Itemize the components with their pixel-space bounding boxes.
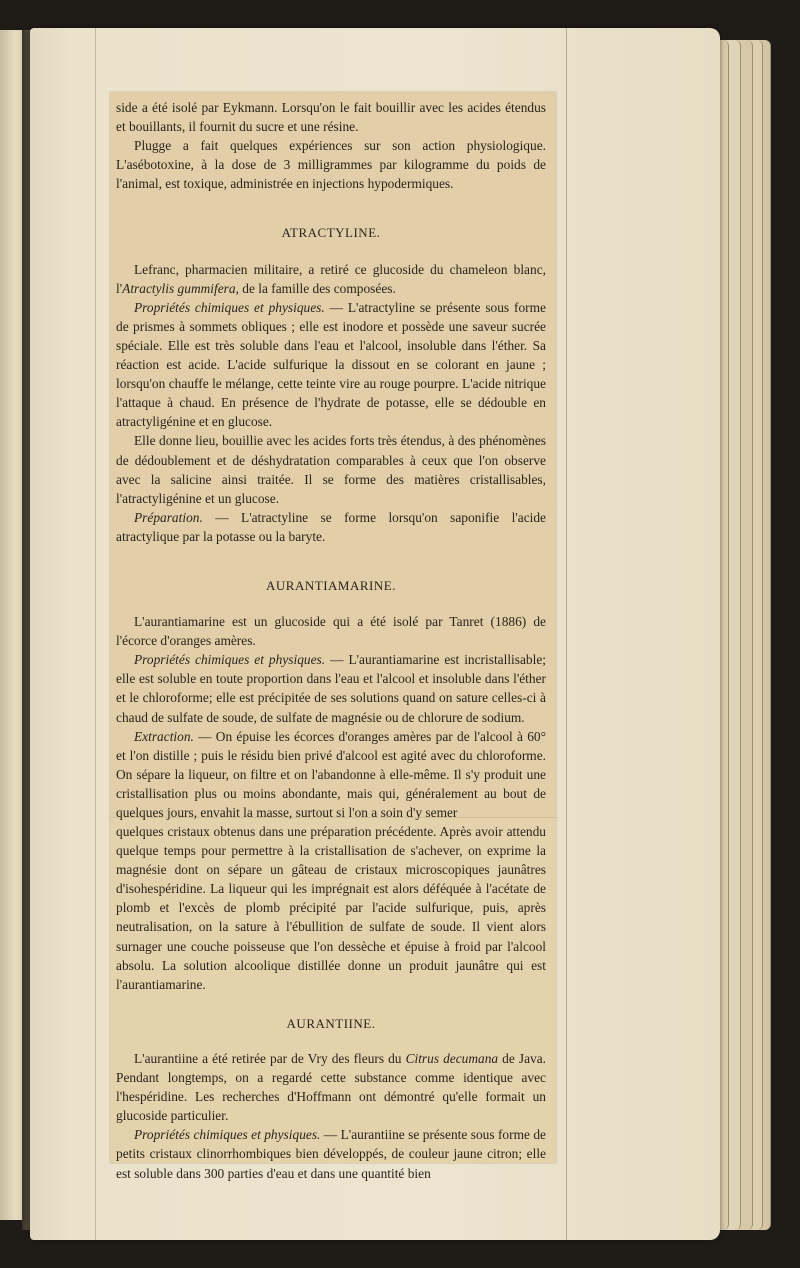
paragraph: Plugge a fait quelques expériences sur son action physiologique. L'asébotoxine, à la dose de 3 milligrammes par kilogramme du poids de l'animal, est toxique, administrée en injections hypodermiques. (116, 138, 546, 192)
paragraph: quelques cristaux obtenus dans une préparation précédente. Après avoir attendu quelque temps pour permettre à la cristallisation de s'achever, on exprime la magnésie dont on sépare un gâteau de cristaux microscopiques jaunâtres d'isohespéridine. La liqueur qui les imprégnait est alors déféquée à l'acétate de plomb et l'excès de plomb précipité par l'acide sulfurique, puis, après neutralisation, on la sature à l'ébullition de sulfate de soude. Il vient alors surnager une couche poisseuse que l'on dessèche et épuise à froid par l'alcool absolu. La solution alcoolique distillée donne un produit jaunâtre qui est l'aurantiamarine. (116, 824, 546, 992)
page-stack-edges (712, 40, 782, 1230)
section-heading-aurantiine: AURANTIINE. (286, 1015, 376, 1031)
paragraph: L'aurantiine a été retirée par de Vry des fleurs du Citrus decumana de Java. Pendant longtemps, on a regardé cette substance comme identique avec l'hespéridine. Les recherches d'Hoffmann ont démontré qu'elle formait un glucoside particulier. (116, 1050, 547, 1124)
paragraph: Propriétés chimiques et physiques. — L'aurantiine se présente sous forme de petits cristaux clinorrhombiques bien développés, de couleur jaune citron; elle est soluble dans 300 parties d'eau et dans une quantité bien (116, 1127, 546, 1181)
paragraph: Propriétés chimiques et physiques. — L'atractyline se présente sous forme de prismes à sommets obliques ; elle est inodore et possède une saveur sucrée spéciale. Elle est très soluble dans l'eau et l'alcool, insoluble dans l'éther. Sa réaction est acide. L'acide sulfurique la dissout en se colorant en jaune ; lorsqu'on chauffe le mélange, cette teinte vire au rouge pourpre. L'acide nitrique l'attaque à chaud. En présence de l'hydrate de potasse, elle se dédouble en atractyligénine et en glucose. (116, 299, 546, 430)
margin-fold-left (95, 28, 96, 1240)
clipping-upper-text (116, 98, 546, 822)
paragraph: Elle donne lieu, bouillie avec les acides forts très étendus, à des phénomènes de dédoublement et de déshydratation comparables à ceux que l'on observe avec la salicine ainsi traitée. Il se forme des matières cristallisables, l'atractyligénine et un glucose. (116, 433, 546, 506)
paragraph: Propriétés chimiques et physiques. — L'aurantiamarine est incristallisable; elle est soluble en toute proportion dans l'eau et l'alcool et insoluble dans l'éther et le chloroforme; elle est précipitée de ses solutions quand on sature celles-ci à chaud de sulfate de soude, de sulfate de magnésie ou de chlorure de sodium. (116, 652, 546, 725)
paragraph: Lefranc, pharmacien militaire, a retiré ce glucoside du chameleon blanc, l'Atractylis gummifera, de la famille des composées. (116, 261, 546, 296)
paragraph: side a été isolé par Eykmann. Lorsqu'on le fait bouillir avec les acides étendus et bouillants, il fournit du sucre et une résine. (116, 100, 546, 135)
paragraph: Extraction. — On épuise les écorces d'oranges amères par de l'alcool à 60° et l'on distille ; puis le résidu bien privé d'alcool est agité avec du chloroforme. On sépare la liqueur, on filtre et on l'abandonne à elle-même. Il s'y produit une cristallisation plus ou moins abondante, mais qui, généralement au bout de quelques jours, envahit la masse, surtout si l'on a soin d'y semer (116, 728, 546, 820)
margin-fold-right (566, 28, 567, 1240)
section-heading-aurantiamarine: AURANTIAMARINE. (266, 577, 396, 593)
clipping-lower-text (116, 822, 546, 1183)
paragraph: L'aurantiamarine est un glucoside qui a été isolé par Tanret (1886) de l'écorce d'oranges amères. (116, 614, 546, 649)
section-heading-atractyline: ATRACTYLINE. (281, 225, 381, 241)
paragraph: Préparation. — L'atractyline se forme lorsqu'on saponifie l'acide atractylique par la potasse ou la baryte. (116, 509, 546, 544)
previous-page-edge (0, 30, 23, 1220)
